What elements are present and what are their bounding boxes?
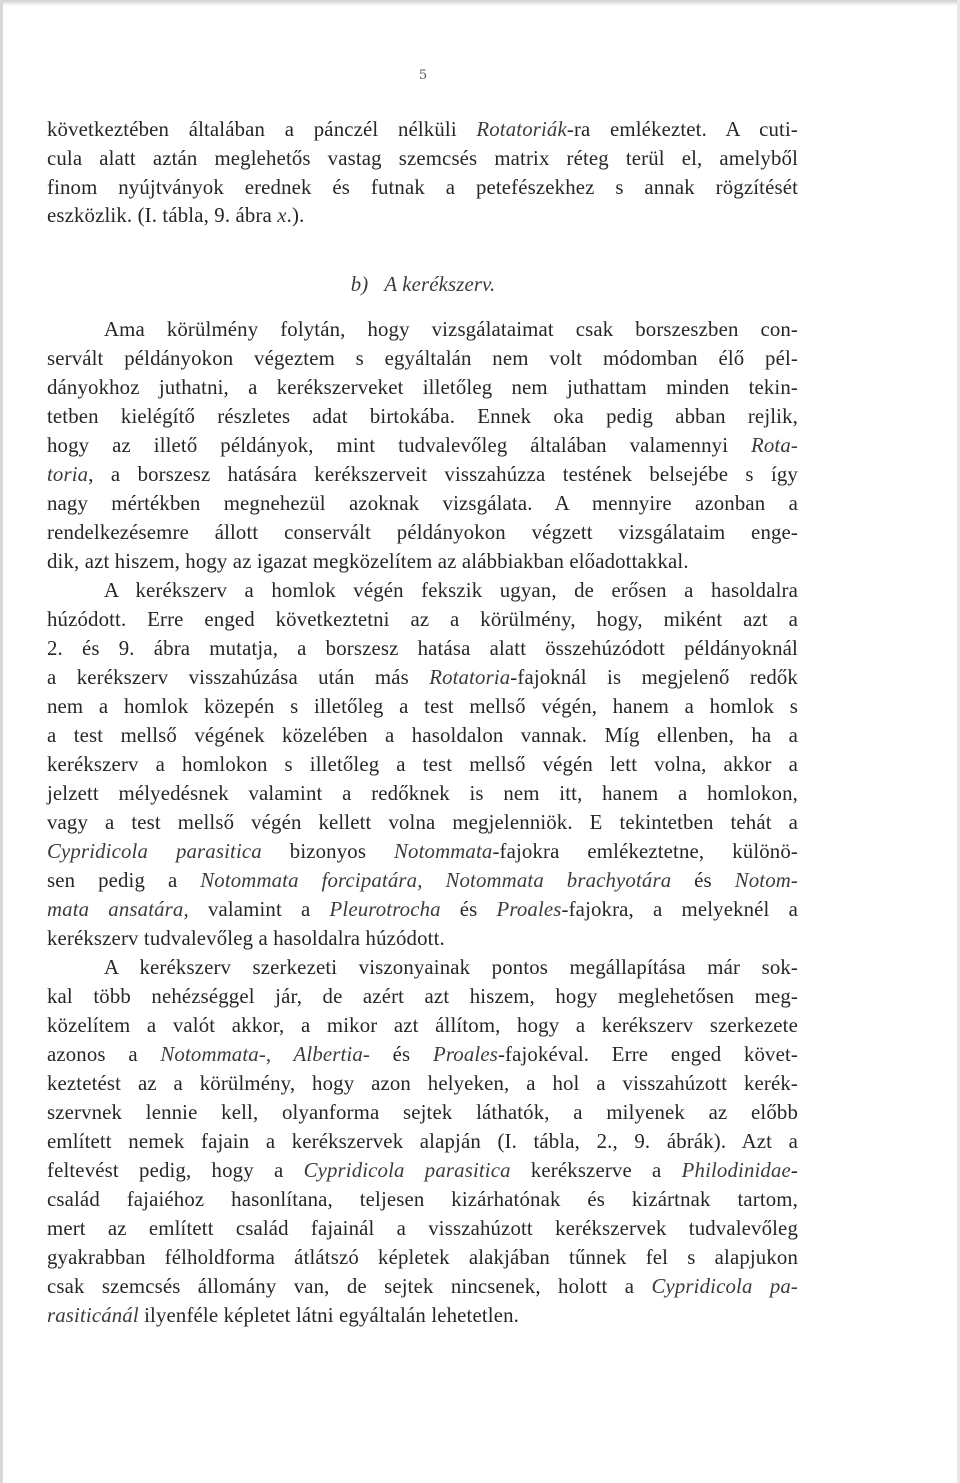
text-line (47, 1069, 798, 1098)
scan-edge-left (0, 0, 3, 1483)
italic-term: Rotatoria (429, 666, 511, 689)
section-heading-title: A kerékszerv. (384, 273, 496, 296)
text-line (47, 344, 798, 373)
text-line (47, 1243, 798, 1272)
text-segment: és (671, 869, 735, 892)
text-line (47, 115, 798, 144)
italic-term: toria (47, 463, 89, 486)
text-segment: a test mellső végének közelében a hasoldalon vannak. Míg ellenben, ha a (47, 724, 798, 747)
text-segment: nagy mértékben megnehezül azoknak vizsgálata. A mennyire azonban a (47, 492, 798, 515)
text-line (47, 924, 798, 953)
text-line (47, 315, 798, 344)
text-line (47, 173, 798, 202)
text-line (47, 489, 798, 518)
text-segment: említett nemek fajain a kerékszervek alapján (I. tábla, 2., 9. ábrák). Azt a (47, 1130, 798, 1153)
text-line (47, 1185, 798, 1214)
italic-term: Proales (496, 898, 562, 921)
text-segment: kerékszerve a (510, 1159, 682, 1182)
text-segment: -fajokéval. Erre enged követ- (497, 1043, 798, 1066)
text-line (47, 1214, 798, 1243)
text-segment: következtében általában a pánczél nélküli (47, 118, 477, 141)
text-line (47, 201, 798, 230)
text-segment: A kerékszerv a homlok végén fekszik ugyan, de erősen a hasoldalra (104, 579, 798, 602)
text-segment: - (790, 1159, 798, 1182)
text-segment: .). (286, 204, 305, 228)
italic-term: rasiticánál (47, 1304, 139, 1327)
text-line (47, 547, 798, 576)
italic-term: Pleurotrocha (329, 898, 441, 921)
text-segment: -fajokra emlékeztetne, különö- (492, 840, 798, 863)
italic-term: Rota- (751, 434, 798, 457)
section-heading (0, 270, 846, 299)
text-line (47, 721, 798, 750)
text-line (47, 837, 798, 866)
text-segment: közelítem a valót akkor, a mikor azt állítom, hogy a kerékszerv szerkezete (47, 1014, 798, 1037)
text-line (47, 402, 798, 431)
text-segment: mert az említett család fajainál a visszahúzott kerékszervek tudvalevőleg (47, 1217, 798, 1240)
text-segment: rendelkezésemre állott conservált példányokon végzett vizsgálataim enge- (47, 521, 798, 544)
text-segment: bizonyos (261, 840, 395, 863)
text-segment: húzódott. Erre enged következtetni az a körülmény, hogy, miként azt a (47, 608, 798, 631)
text-line (47, 576, 798, 605)
italic-term: Philodinidae (681, 1159, 791, 1182)
text-line (47, 1272, 798, 1301)
text-segment: vagy a test mellső végén kellett volna megjelenniök. E tekintetben tehát a (47, 811, 798, 834)
text-segment: A kerékszerv szerkezeti viszonyainak pontos megállapítása már sok- (104, 956, 798, 979)
text-line (47, 1127, 798, 1156)
text-segment: gyakrabban félholdforma átlátszó képletek alakjában tűnnek fel s alapjukon (47, 1246, 798, 1269)
text-segment: -fajokra, a melyeknél a (561, 898, 798, 921)
text-line (47, 982, 798, 1011)
text-segment: kerékszerv a homlokon s illetőleg a test mellső végén lett volna, akkor a (47, 753, 798, 776)
italic-term: Cypridicola pa- (651, 1275, 798, 1298)
italic-term: Notommata-, Albertia- (160, 1043, 370, 1066)
text-line (47, 663, 798, 692)
text-segment: hogy az illető példányok, mint tudvalevőleg általában valamennyi (47, 434, 752, 457)
text-segment: család fajaiéhoz hasonlítana, teljesen kizárhatónak és kizártnak tartom, (47, 1188, 798, 1211)
text-line (47, 779, 798, 808)
text-segment: azonos a (47, 1043, 161, 1066)
text-segment: , a borszesz hatására kerékszerveit visszahúzza testének belsejébe s így (88, 463, 798, 486)
text-line (47, 1301, 798, 1330)
italic-term: Proales (432, 1043, 498, 1066)
text-line (47, 605, 798, 634)
text-segment: csak szemcsés állomány van, de sejtek nincsenek, holott a (47, 1275, 652, 1298)
text-line (47, 1156, 798, 1185)
text-segment: finom nyújtványok erednek és futnak a petefészekhez s annak rögzítését (47, 175, 798, 199)
page-number: 5 (418, 68, 428, 83)
text-line (47, 144, 798, 173)
text-segment: kerékszerv tudvalevőleg a hasoldalra húzódott. (47, 927, 445, 950)
text-line (47, 373, 798, 402)
text-line (47, 518, 798, 547)
text-line (47, 895, 798, 924)
text-segment: és (440, 898, 497, 921)
italic-term: Notommata (394, 840, 493, 863)
text-segment: keztetést az a körülmény, hogy azon helyeken, a hol a visszahúzott kerék- (47, 1072, 798, 1095)
text-segment: dányokhoz juthatni, a kerékszerveket illetőleg nem juthattam minden tekin- (47, 376, 798, 399)
text-segment: -fajoknál is megjelenő redők (510, 666, 798, 689)
text-line (47, 460, 798, 489)
text-segment: Ama körülmény folytán, hogy vizsgálataimat csak borszeszben con- (104, 318, 798, 341)
italic-term: x (277, 204, 287, 228)
text-line (47, 431, 798, 460)
text-segment: szervnek lennie kell, olyanforma sejtek láthatók, a milyenek az előbb (47, 1101, 798, 1124)
scan-edge-top (0, 0, 960, 6)
text-segment: jelzett mélyedésnek valamint a redőknek is nem itt, hanem a homlokon, (47, 782, 798, 805)
italic-term: Notommata forcipatára, Notommata brachyotára (200, 869, 672, 892)
text-segment: ilyenféle képletet látni egyáltalán lehetetlen. (138, 1304, 519, 1327)
text-segment: eszközlik. (I. tábla, 9. ábra (47, 204, 278, 228)
text-segment: 2. és 9. ábra mutatja, a borszesz hatása alatt összehúzódott példányoknál (47, 637, 798, 660)
text-segment: sen pedig a (47, 869, 201, 892)
text-segment: dik, azt hiszem, hogy az igazat megközelítem az alábbiakban előadottakkal. (47, 550, 689, 573)
text-line (47, 634, 798, 663)
text-line (47, 1040, 798, 1069)
text-segment: servált példányokon végeztem s egyáltalán nem volt módomban élő pél- (47, 347, 798, 370)
text-line (47, 808, 798, 837)
text-line (47, 866, 798, 895)
italic-term: Rotatoriák (476, 118, 567, 141)
text-segment: cula alatt aztán meglehetős vastag szemcsés matrix réteg terül el, amelyből (47, 146, 798, 170)
text-line (47, 953, 798, 982)
text-segment: -ra emlékeztet. A cuti- (566, 118, 798, 141)
text-line (47, 1098, 798, 1127)
text-segment: nem a homlok közepén s illetőleg a test mellső végén, hanem a homlok s (47, 695, 798, 718)
text-segment: valamint a (188, 898, 330, 921)
section-heading-label: b) (350, 273, 369, 296)
text-line (47, 692, 798, 721)
italic-term: mata ansatára, (47, 898, 189, 921)
italic-term: Notom- (734, 869, 798, 892)
text-segment: feltevést pedig, hogy a (47, 1159, 304, 1182)
text-line (47, 750, 798, 779)
text-segment: kal több nehézséggel jár, de azért azt hiszem, hogy meglehetősen meg- (47, 985, 798, 1008)
italic-term: Cypridicola parasitica (303, 1159, 511, 1182)
text-line (47, 1011, 798, 1040)
text-segment: a kerékszerv visszahúzása után más (47, 666, 430, 689)
text-segment: és (369, 1043, 433, 1066)
text-segment: tetben kielégítő részletes adat birtokába. Ennek oka pedig abban rejlik, (47, 405, 798, 428)
italic-term: Cypridicola parasitica (47, 840, 262, 863)
